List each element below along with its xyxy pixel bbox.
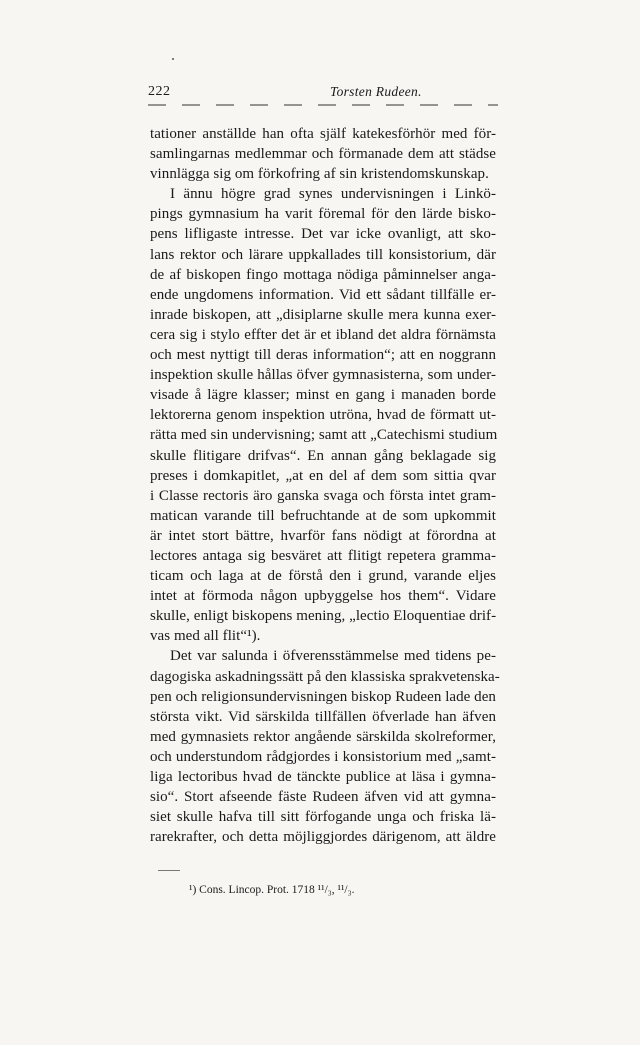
text-line: pings gymnasium ha varit föremal för den lärde bisko-: [150, 206, 496, 223]
text-line: ticam och laga at de förstå den i grund, varande eljes: [150, 568, 496, 585]
text-line: vinnlägga sig om förkofring af sin kristendomskunskap.: [150, 166, 489, 183]
body-text: [150, 124, 500, 847]
text-line: de af biskopen fingo mottaga nödiga påminnelser anga-: [150, 266, 496, 283]
text-line: pens lifligaste intresse. Det var icke ovanligt, att sko-: [150, 226, 496, 243]
text-line: och understundom rådgjordes i konsistorium med „samt-: [150, 748, 496, 765]
text-line: lectores antaga sig besväret att flitigt repetera gramma-: [150, 547, 496, 564]
text-line: cera sig i stylo effter det är et ibland det aldra förnämsta: [150, 326, 496, 343]
text-line: ende ungdomens information. Vid ett sådant tillfälle er-: [150, 286, 496, 303]
text-line: skulle, enligt biskopens mening, „lectio Eloquentiae drif-: [150, 608, 497, 625]
footnote-rule: [158, 870, 180, 871]
text-line: intet at förmoda någon upbyggelse hos them“. Vidare: [150, 588, 496, 605]
text-line: är intet stort bättre, hvarför fans nödigt at förordna at: [150, 527, 496, 544]
text-line: liga lectoribus hvad de tänckte publice at läsa i gymna-: [150, 769, 496, 785]
text-line: lektorerna genom inspektion utröna, hvad de förmatt ut-: [150, 407, 496, 424]
text-line: visade å lägre klasser; minst en gang i manaden borde: [150, 387, 496, 404]
text-line: siet skulle hafva till sitt förfogande unga och friska lä-: [150, 809, 496, 826]
header-rule: [148, 104, 498, 106]
text-line: lans rektor och lärare uppkallades till konsistorium, där: [150, 246, 496, 263]
text-line: vas med all flit“¹).: [150, 628, 261, 645]
text-line: matican varande till befruchtande at de som upkommit: [150, 507, 496, 524]
text-line: inspektion skulle hållas öfver gymnasisterna, som under-: [150, 367, 496, 384]
text-line: pen och religionsundervisningen biskop Rudeen lade den: [150, 688, 496, 705]
text-line: preses i domkapitlet, „at en del af dem som sittia qvar: [150, 467, 496, 484]
text-line: största vikt. Vid särskilda tillfällen öfverlade han äfven: [150, 708, 496, 725]
text-line: I ännu högre grad synes undervisningen i Linkö-: [170, 186, 496, 203]
text-line: och mest nyttigt till deras information“; att en noggrann: [150, 347, 496, 364]
text-line: i Classe rectoris äro ganska svaga och första intet gram-: [150, 487, 496, 504]
text-line: samlingarnas medlemmar och förmanade dem att städse: [150, 146, 496, 163]
page-number: 222: [148, 84, 171, 99]
text-line: rarekrafter, och detta möjliggjordes därigenom, att äldre: [150, 829, 496, 846]
text-line: med gymnasiets rektor angående särskilda skolreformer,: [150, 728, 496, 745]
text-line: skulle flitigare drifvas“. En annan gång beklagade sig: [150, 447, 496, 464]
text-line: sio“. Stort afseende fäste Rudeen äfven vid att gymna-: [150, 789, 496, 806]
text-line: dagogiska askadningssätt på den klassiska sprakvetenska-: [150, 668, 500, 685]
text-line: inrade biskopen, att „disiplarne skulle mera kunna exer-: [150, 306, 496, 323]
text-line: Det var salunda i öfverensstämmelse med tidens pe-: [170, 648, 496, 665]
text-line: rätta med sin undervisning; samt att „Catechismi studium: [150, 427, 498, 444]
page-header: [148, 84, 498, 104]
print-speck: [172, 58, 174, 60]
footnote: ¹) Cons. Lincop. Prot. 1718 ¹¹/₃, ¹¹/₃.: [189, 884, 355, 896]
running-title: Torsten Rudeen.: [330, 84, 422, 99]
text-line: tationer anställde han ofta själf katekesförhör med för-: [150, 126, 496, 142]
